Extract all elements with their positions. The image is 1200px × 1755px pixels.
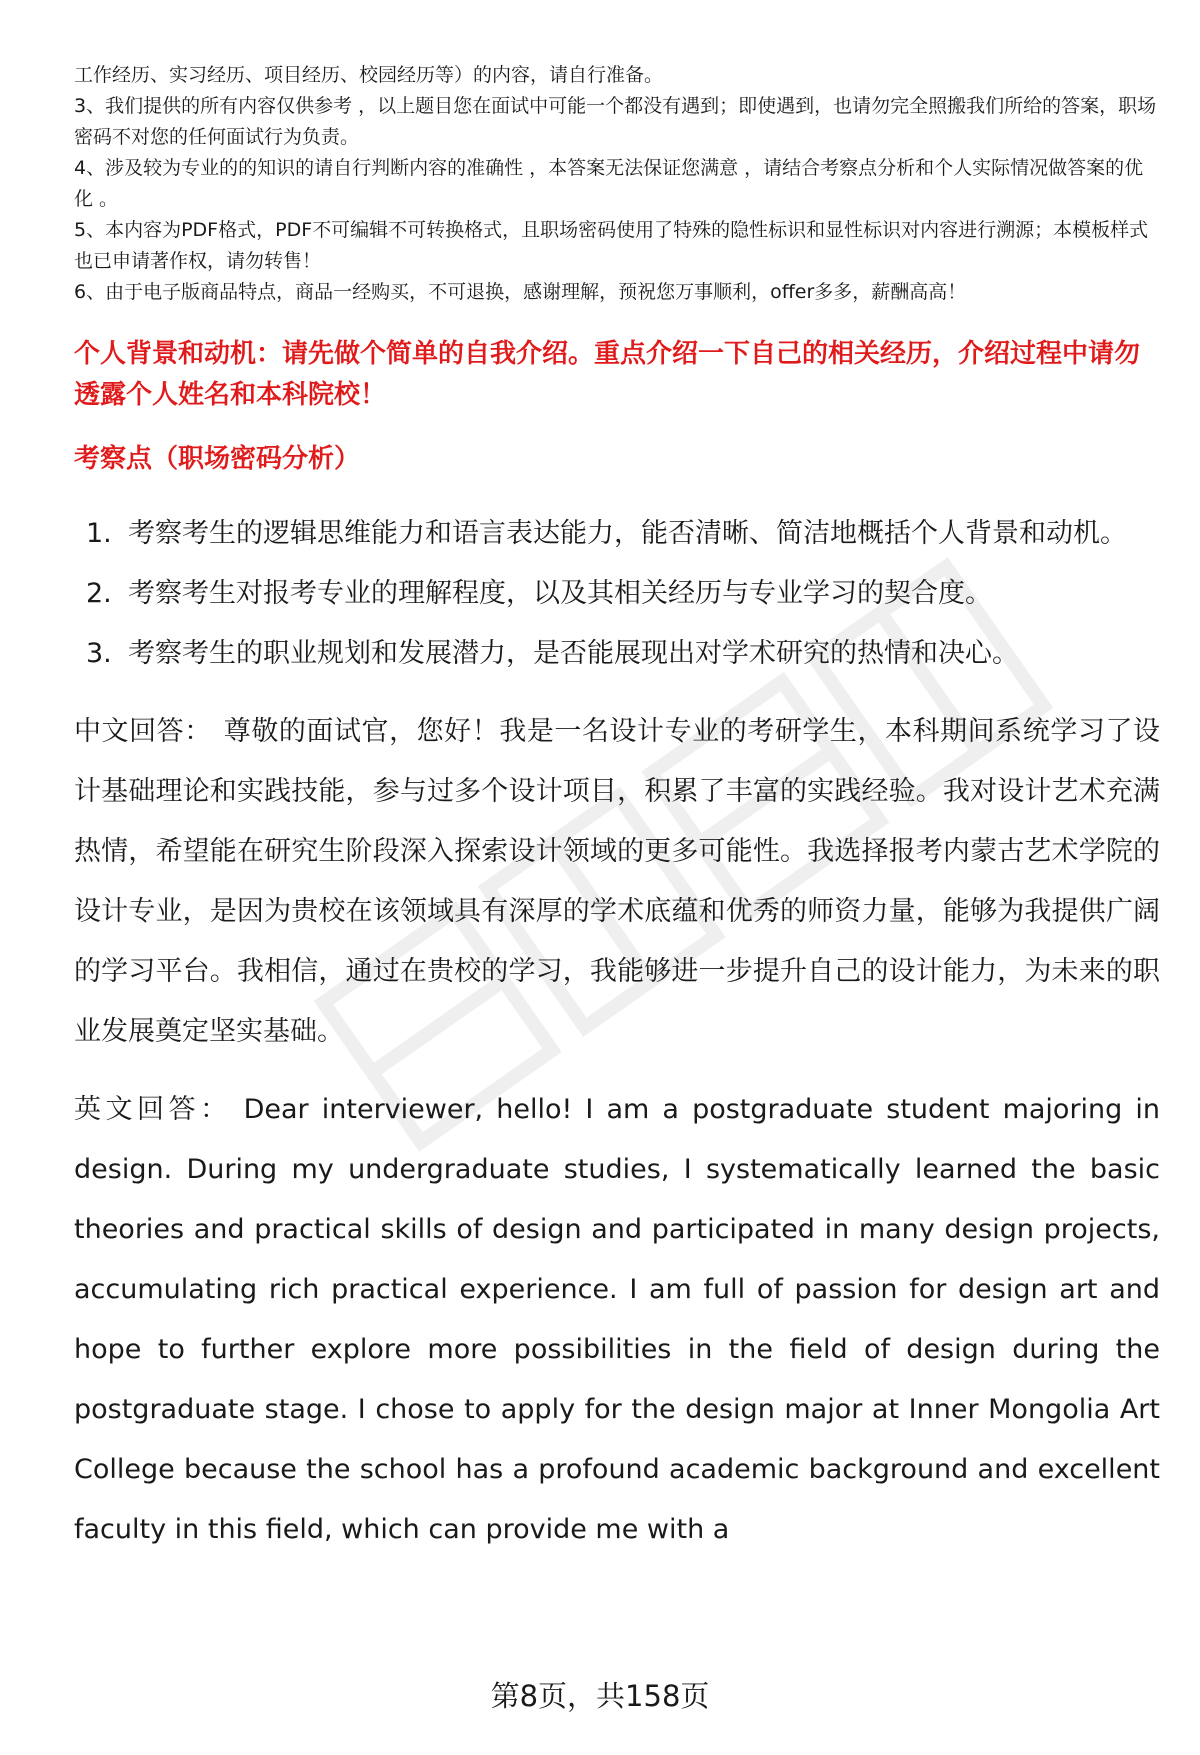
page-content — [74, 60, 1160, 1560]
point-number: 2. — [86, 578, 112, 609]
point-number: 1. — [86, 518, 112, 549]
point-text: 考察考生对报考专业的理解程度，以及其相关经历与专业学习的契合度。 — [128, 578, 992, 609]
note-line: 5、本内容为PDF格式，PDF不可编辑不可转换格式，且职场密码使用了特殊的隐性标识和显性标识对内容进行溯源；本模板样式也已申请著作权，请勿转售！ — [74, 219, 1149, 272]
page-number: 第8页，共158页 — [490, 1679, 710, 1713]
assessment-point — [74, 504, 1160, 564]
note-line: 3、我们提供的所有内容仅供参考 ，以上题目您在面试中可能一个都没有遇到；即使遇到，也请勿完全照搬我们所给的答案，职场密码不对您的任何面试行为负责。 — [74, 95, 1157, 148]
english-answer-label: 英文回答： — [74, 1094, 232, 1125]
assessment-points-list — [74, 504, 1160, 684]
interview-question: 个人背景和动机：请先做个简单的自我介绍。重点介绍一下自己的相关经历，介绍过程中请勿透露个人姓名和本科院校！ — [74, 339, 1141, 410]
notes-section — [74, 60, 1160, 308]
chinese-answer — [74, 702, 1160, 1062]
english-answer-text: Dear interviewer, hello! I am a postgraduate student majoring in design. During my undergraduate studies, I systematically learned the basic theories and practical skills of design and participated in many design projects, accumulating rich practical experience. I am full of passion for design art and hope to further explore more possibilities in the field of design during the postgraduate stage. I chose to apply for the design major at Inner Mongolia Art College because the school has a profound academic background and excellent faculty in this field, which can provide me with a — [74, 1094, 1161, 1545]
point-text: 考察考生的职业规划和发展潜力，是否能展现出对学术研究的热情和决心。 — [128, 638, 1019, 669]
note-line: 6、由于电子版商品特点，商品一经购买，不可退换，感谢理解，预祝您万事顺利，offer多多，薪酬高高！ — [74, 281, 967, 303]
note-line: 工作经历、实习经历、项目经历、校园经历等）的内容，请自行准备。 — [74, 64, 664, 86]
assessment-point — [74, 564, 1160, 624]
chinese-answer-text: 尊敬的面试官，您好！我是一名设计专业的考研学生，本科期间系统学习了设计基础理论和实践技能，参与过多个设计项目，积累了丰富的实践经验。我对设计艺术充满热情，希望能在研究生阶段深入探索设计领域的更多可能性。我选择报考内蒙古艺术学院的设计专业，是因为贵校在该领域具有深厚的学术底蕴和优秀的师资力量，能够为我提供广阔的学习平台。我相信，通过在贵校的学习，我能够进一步提升自己的设计能力，为未来的职业发展奠定坚实基础。 — [74, 716, 1161, 1047]
chinese-answer-label: 中文回答： — [74, 716, 212, 747]
assessment-point — [74, 624, 1160, 684]
point-number: 3. — [86, 638, 112, 669]
assessment-points-heading: 考察点（职场密码分析） — [74, 444, 361, 474]
note-line: 4、涉及较为专业的的知识的请自行判断内容的准确性 ，本答案无法保证您满意 ，请结合考察点分析和个人实际情况做答案的优化 。 — [74, 157, 1144, 210]
english-answer — [74, 1080, 1160, 1560]
point-text: 考察考生的逻辑思维能力和语言表达能力，能否清晰、简洁地概括个人背景和动机。 — [128, 518, 1127, 549]
